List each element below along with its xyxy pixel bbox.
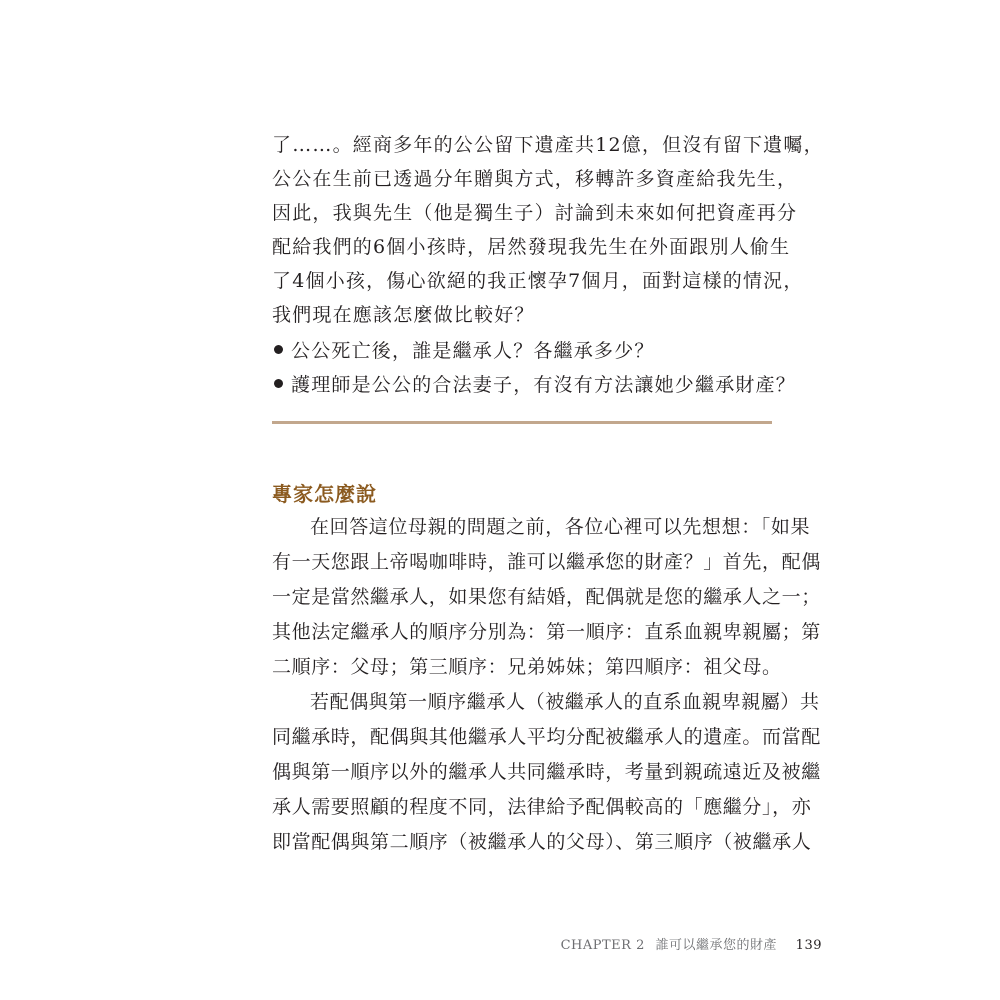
case-line: 因此，我與先生（他是獨生子）討論到未來如何把資產再分 — [272, 202, 798, 224]
body-paragraph — [272, 685, 821, 860]
case-line: 了4個小孩，傷心欲絕的我正懷孕7個月，面對這樣的情況， — [272, 270, 804, 292]
body-line: 其他法定繼承人的順序分別為：第一順序：直系血親卑親屬；第 — [272, 622, 821, 643]
body-line: 有一天您跟上帝喝咖啡時，誰可以繼承您的財產？」首先，配偶 — [272, 552, 821, 573]
chapter-label: CHAPTER 2 — [560, 938, 645, 953]
case-line: 了……。經商多年的公公留下遺產共12億，但沒有留下遺囑， — [272, 134, 824, 156]
body-line: 若配偶與第一順序繼承人（被繼承人的直系血親卑親屬）共 — [310, 692, 820, 713]
body-paragraph — [272, 510, 821, 685]
case-line: 我們現在應該怎麼做比較好？ — [272, 304, 535, 326]
case-question-block — [272, 128, 824, 402]
page-number: 139 — [795, 938, 822, 953]
body-line: 一定是當然繼承人，如果您有結婚，配偶就是您的繼承人之一； — [272, 587, 821, 608]
question-text: 公公死亡後，誰是繼承人？各繼承多少？ — [291, 340, 655, 362]
section-title: 專家怎麼說 — [272, 482, 377, 506]
page-footer — [561, 934, 822, 953]
body-line: 即當配偶與第二順序（被繼承人的父母）、第三順序（被繼承人 — [272, 832, 812, 853]
chapter-title: 誰可以繼承您的財產 — [655, 938, 778, 953]
question-item — [272, 368, 797, 402]
body-line: 二順序：父母；第三順序：兄弟姊妹；第四順序：祖父母。 — [272, 657, 782, 678]
case-line: 公公在生前已透過分年贈與方式，移轉許多資產給我先生， — [272, 168, 798, 190]
body-line: 偶與第一順序以外的繼承人共同繼承時，考量到親疏遠近及被繼 — [272, 762, 821, 783]
case-line: 配給我們的6個小孩時，居然發現我先生在外面跟別人偷生 — [272, 236, 791, 258]
body-line: 承人需要照顧的程度不同，法律給予配偶較高的「應繼分」，亦 — [272, 797, 812, 818]
expert-answer-body — [272, 510, 821, 860]
question-item — [272, 334, 777, 368]
body-line: 同繼承時，配偶與其他繼承人平均分配被繼承人的遺產。而當配 — [272, 727, 821, 748]
body-line: 在回答這位母親的問題之前，各位心裡可以先想想：「如果 — [310, 517, 811, 538]
question-list — [272, 334, 797, 402]
question-text: 護理師是公公的合法妻子，有沒有方法讓她少繼承財產？ — [291, 374, 797, 396]
bullet-icon — [274, 345, 283, 354]
case-description — [272, 128, 824, 332]
bullet-icon — [274, 379, 283, 388]
section-divider — [272, 421, 772, 424]
